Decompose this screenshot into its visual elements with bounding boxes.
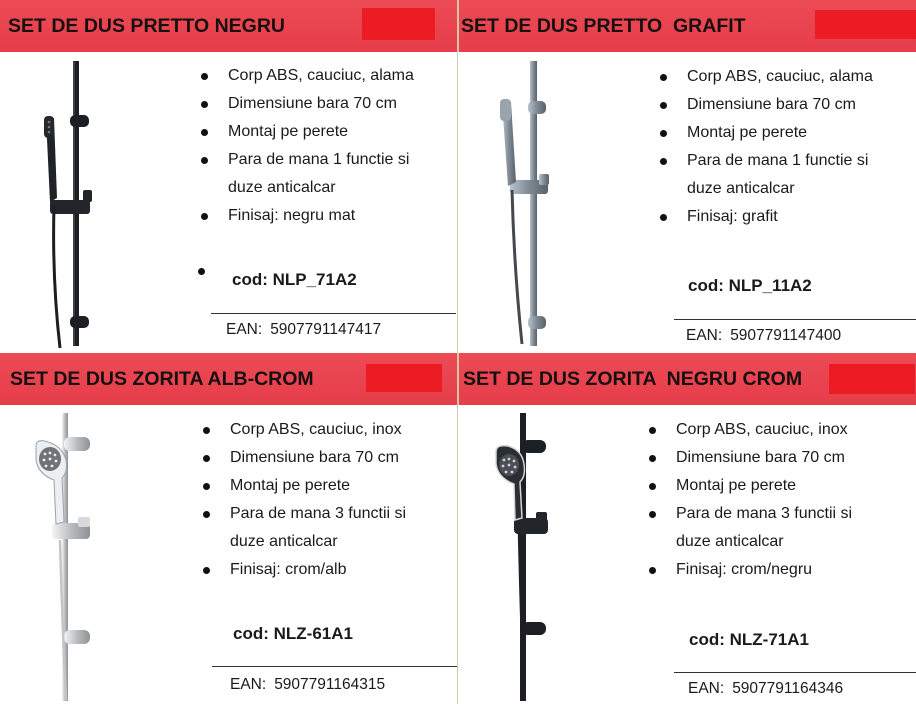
feature-item: Dimensiune bara 70 cm: [655, 91, 910, 119]
feature-list: [198, 416, 448, 584]
divider-line: [212, 666, 457, 667]
product-header-3: [0, 353, 457, 405]
feature-item: Corp ABS, cauciuc, inox: [198, 416, 448, 444]
feature-item: Montaj pe perete: [655, 119, 910, 147]
feature-list: [644, 416, 909, 584]
feature-item: Montaj pe perete: [644, 472, 909, 500]
feature-item: Finisaj: crom/negru: [644, 556, 909, 584]
feature-item: Finisaj: negru mat: [196, 202, 446, 230]
product-code: cod: NLZ-71A1: [689, 630, 809, 649]
feature-item: Finisaj: grafit: [655, 203, 910, 231]
ean-number: 5907791164346: [732, 680, 844, 697]
feature-item: Montaj pe perete: [198, 472, 448, 500]
product-title: SET DE DUS PRETTO NEGRU: [8, 14, 286, 37]
product-code: cod: NLP_71A2: [232, 270, 357, 289]
ean-number: 5907791164315: [274, 676, 386, 693]
ean-label: EAN:: [686, 327, 723, 344]
ean-line: [688, 680, 843, 698]
product-header-1: [0, 0, 457, 52]
feature-item: Para de mana 1 functie si: [196, 146, 446, 174]
ean-line: [226, 321, 381, 339]
ean-number: 5907791147417: [270, 321, 382, 338]
graphite-shower-rail-set-image: [494, 58, 574, 352]
feature-item-continued: duze anticalcar: [676, 533, 784, 550]
divider-line: [211, 313, 456, 314]
product-title: SET DE DUS ZORITA ALB-CROM: [10, 367, 314, 390]
feature-item: Corp ABS, cauciuc, inox: [644, 416, 909, 444]
black-shower-rail-set-image: [30, 58, 110, 352]
white-chrome-shower-rail-set-image: [26, 410, 106, 704]
divider-line: [674, 672, 916, 673]
ean-label: EAN:: [226, 321, 263, 338]
feature-item: Para de mana 3 functii si: [644, 500, 909, 528]
red-accent-block: [362, 8, 435, 40]
product-title: SET DE DUS ZORITA NEGRU CROM: [463, 367, 803, 390]
red-accent-block: [366, 364, 442, 392]
product-code: cod: NLZ-61A1: [233, 624, 353, 643]
feature-item: Para de mana 1 functie si: [655, 147, 910, 175]
feature-item: Finisaj: crom/alb: [198, 556, 448, 584]
column-divider: [457, 0, 458, 704]
feature-item: Dimensiune bara 70 cm: [198, 444, 448, 472]
feature-item: Corp ABS, cauciuc, alama: [196, 62, 446, 90]
product-code: cod: NLP_11A2: [688, 276, 812, 295]
feature-list: [196, 62, 446, 230]
ean-line: [686, 327, 841, 345]
feature-item-continued: duze anticalcar: [230, 533, 338, 550]
feature-item: Dimensiune bara 70 cm: [196, 90, 446, 118]
feature-item: Corp ABS, cauciuc, alama: [655, 63, 910, 91]
feature-item-continued: duze anticalcar: [687, 180, 795, 197]
bullet: [198, 268, 205, 275]
ean-label: EAN:: [688, 680, 725, 697]
product-header-2: [458, 0, 916, 52]
ean-number: 5907791147400: [730, 327, 842, 344]
red-accent-block: [829, 364, 915, 394]
feature-item-continued: duze anticalcar: [228, 179, 336, 196]
feature-list: [655, 63, 910, 231]
ean-line: [230, 676, 385, 694]
product-title: SET DE DUS PRETTO GRAFIT: [461, 14, 746, 37]
feature-item: Dimensiune bara 70 cm: [644, 444, 909, 472]
product-header-4: [458, 353, 916, 405]
feature-item: Montaj pe perete: [196, 118, 446, 146]
ean-label: EAN:: [230, 676, 267, 693]
red-accent-block: [815, 10, 916, 39]
divider-line: [674, 319, 916, 320]
feature-item: Para de mana 3 functii si: [198, 500, 448, 528]
black-chrome-shower-rail-set-image: [488, 410, 568, 704]
